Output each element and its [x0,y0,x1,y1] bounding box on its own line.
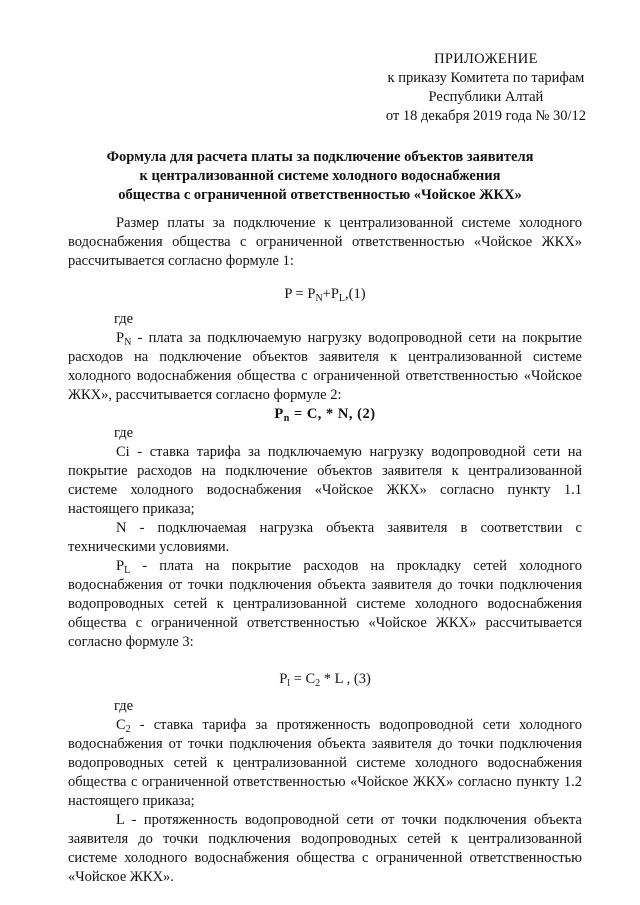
where-label-3: где [114,698,134,714]
document-heading [60,148,580,205]
pl-subscript: L [124,565,131,576]
appendix-line-1: к приказу Комитета по тарифам [387,70,585,86]
formula-3-mid: = C [290,671,316,687]
heading-line-1: Формула для расчета платы за подключение объектов заявителя [106,149,534,165]
c2-symbol: C [116,717,126,733]
formula-2-sub: n [283,413,290,424]
c2-text: - ставка тарифа за протяженность водопроводной сети холодного водоснабжения от точки подключения объекта заявителя до точки подключения водопроводных сетей к централизованной системе холодного водоснабжения общества с ограниченной ответственностью «Чойское ЖКХ» согласно пункту 1.2 настоящего приказа; [68,717,582,809]
formula-2-p: P [274,406,284,422]
appendix-line-3: от 18 декабря 2019 года № 30/12 [385,108,586,124]
heading-line-2: к централизованной системе холодного водоснабжения [139,168,501,184]
pl-text: - плата на покрытие расходов на прокладку сетей холодного водоснабжения от точки подключения объекта заявителя до точки подключения водопроводных сетей к централизованной системе холодного водоснабжения общества с ограниченной ответственностью «Чойское ЖКХ» рассчитывается согласно формуле 3: [68,558,582,650]
pn-symbol: P [116,330,125,346]
formula-2 [68,405,582,424]
n-definition: N - подключаемая нагрузка объекта заявителя в соответствии с техническими условиями. [68,520,582,555]
where-label-1: где [114,311,134,327]
formula-3-sub-l: l [287,678,291,689]
formula-1-sub-n: N [315,293,323,304]
formula-3-sub-2: 2 [315,678,321,689]
where-label-2: где [114,425,134,441]
document-body [68,214,582,887]
pl-definition [68,557,582,652]
appendix-title: ПРИЛОЖЕНИЕ [434,51,538,67]
formula-3-p: P [279,671,288,687]
c2-definition [68,716,582,811]
pn-subscript: N [124,337,132,348]
formula-3 [68,670,582,689]
intro-paragraph: Размер платы за подключение к централизованной системе холодного водоснабжения общества с ограниченной ответственностью «Чойское ЖКХ» рассчитывается согласно формуле 1: [68,215,582,269]
formula-2-rest: = C, * N, (2) [289,406,376,422]
pn-definition [68,329,582,405]
appendix-line-2: Республики Алтай [428,89,544,105]
heading-line-3: общества с ограниченной ответственностью «Чойское ЖКХ» [118,187,522,203]
formula-1 [68,285,582,304]
c2-subscript: 2 [125,724,131,735]
l-definition: L - протяженность водопроводной сети от точки подключения объекта заявителя до точки подключения водопроводных сетей к централизованной системе холодного водоснабжения общества с ограниченной ответственностью «Чойское ЖКХ». [68,812,582,885]
ci-definition: Ci - ставка тарифа за подключаемую нагрузку водопроводной сети на покрытие расходов на подключение объектов заявителя к централизованной системе холодного водоснабжения «Чойское ЖКХ» согласно пункту 1.1 настоящего приказа; [68,444,582,517]
formula-1-tail: ,(1) [345,286,366,302]
formula-3-tail: * L , (3) [320,671,371,687]
formula-1-plus: +P [322,286,339,302]
pl-symbol: P [116,558,125,574]
formula-1-p: P = P [284,286,316,302]
appendix-block [386,50,586,126]
formula-1-sub-l: L [338,293,346,304]
pn-text: - плата за подключаемую нагрузку водопроводной сети на покрытие расходов на подключение объектов заявителя к централизованной системе холодного водоснабжения общества с ограниченной ответственностью «Чойское ЖКХ», рассчитывается согласно формуле 2: [68,330,582,403]
